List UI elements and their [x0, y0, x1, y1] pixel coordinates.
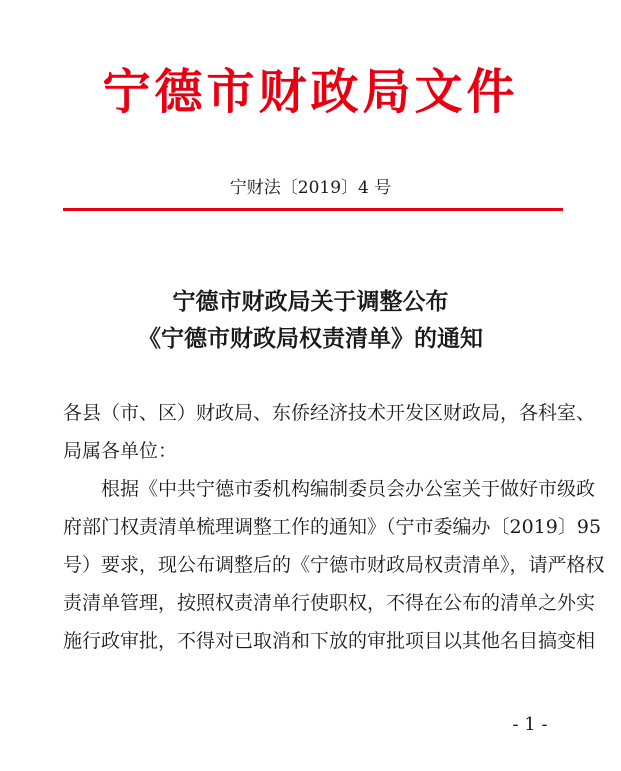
paragraph-line-5: 施行政审批，不得对已取消和下放的审批项目以其他名目搞变相 [63, 630, 596, 652]
document-number: 宁财法〔2019〕4 号 [229, 178, 392, 198]
paragraph-line-3: 号）要求，现公布调整后的《宁德市财政局权责清单》，请严格权 [63, 554, 605, 576]
notice-title-line-1: 宁德市财政局关于调整公布 [172, 289, 449, 315]
masthead-title: 宁德市财政局文件 [102, 64, 519, 120]
notice-title-line-2: 《宁德市财政局权责清单》的通知 [138, 326, 483, 352]
paragraph-line-4: 责清单管理，按照权责清单行使职权，不得在公布的清单之外实 [63, 592, 596, 614]
salutation-line-2: 局属各单位： [63, 440, 178, 462]
paragraph-line-2: 府部门权责清单梳理调整工作的通知》（宁市委编办〔2019〕95 [63, 516, 602, 538]
red-separator-line [63, 208, 563, 211]
paragraph-line-1: 根据《中共宁德市委机构编制委员会办公室关于做好市级政 [63, 478, 596, 500]
salutation-line-1: 各县（市、区）财政局、东侨经济技术开发区财政局，各科室、 [63, 402, 596, 424]
page-number: - 1 - [512, 714, 548, 735]
